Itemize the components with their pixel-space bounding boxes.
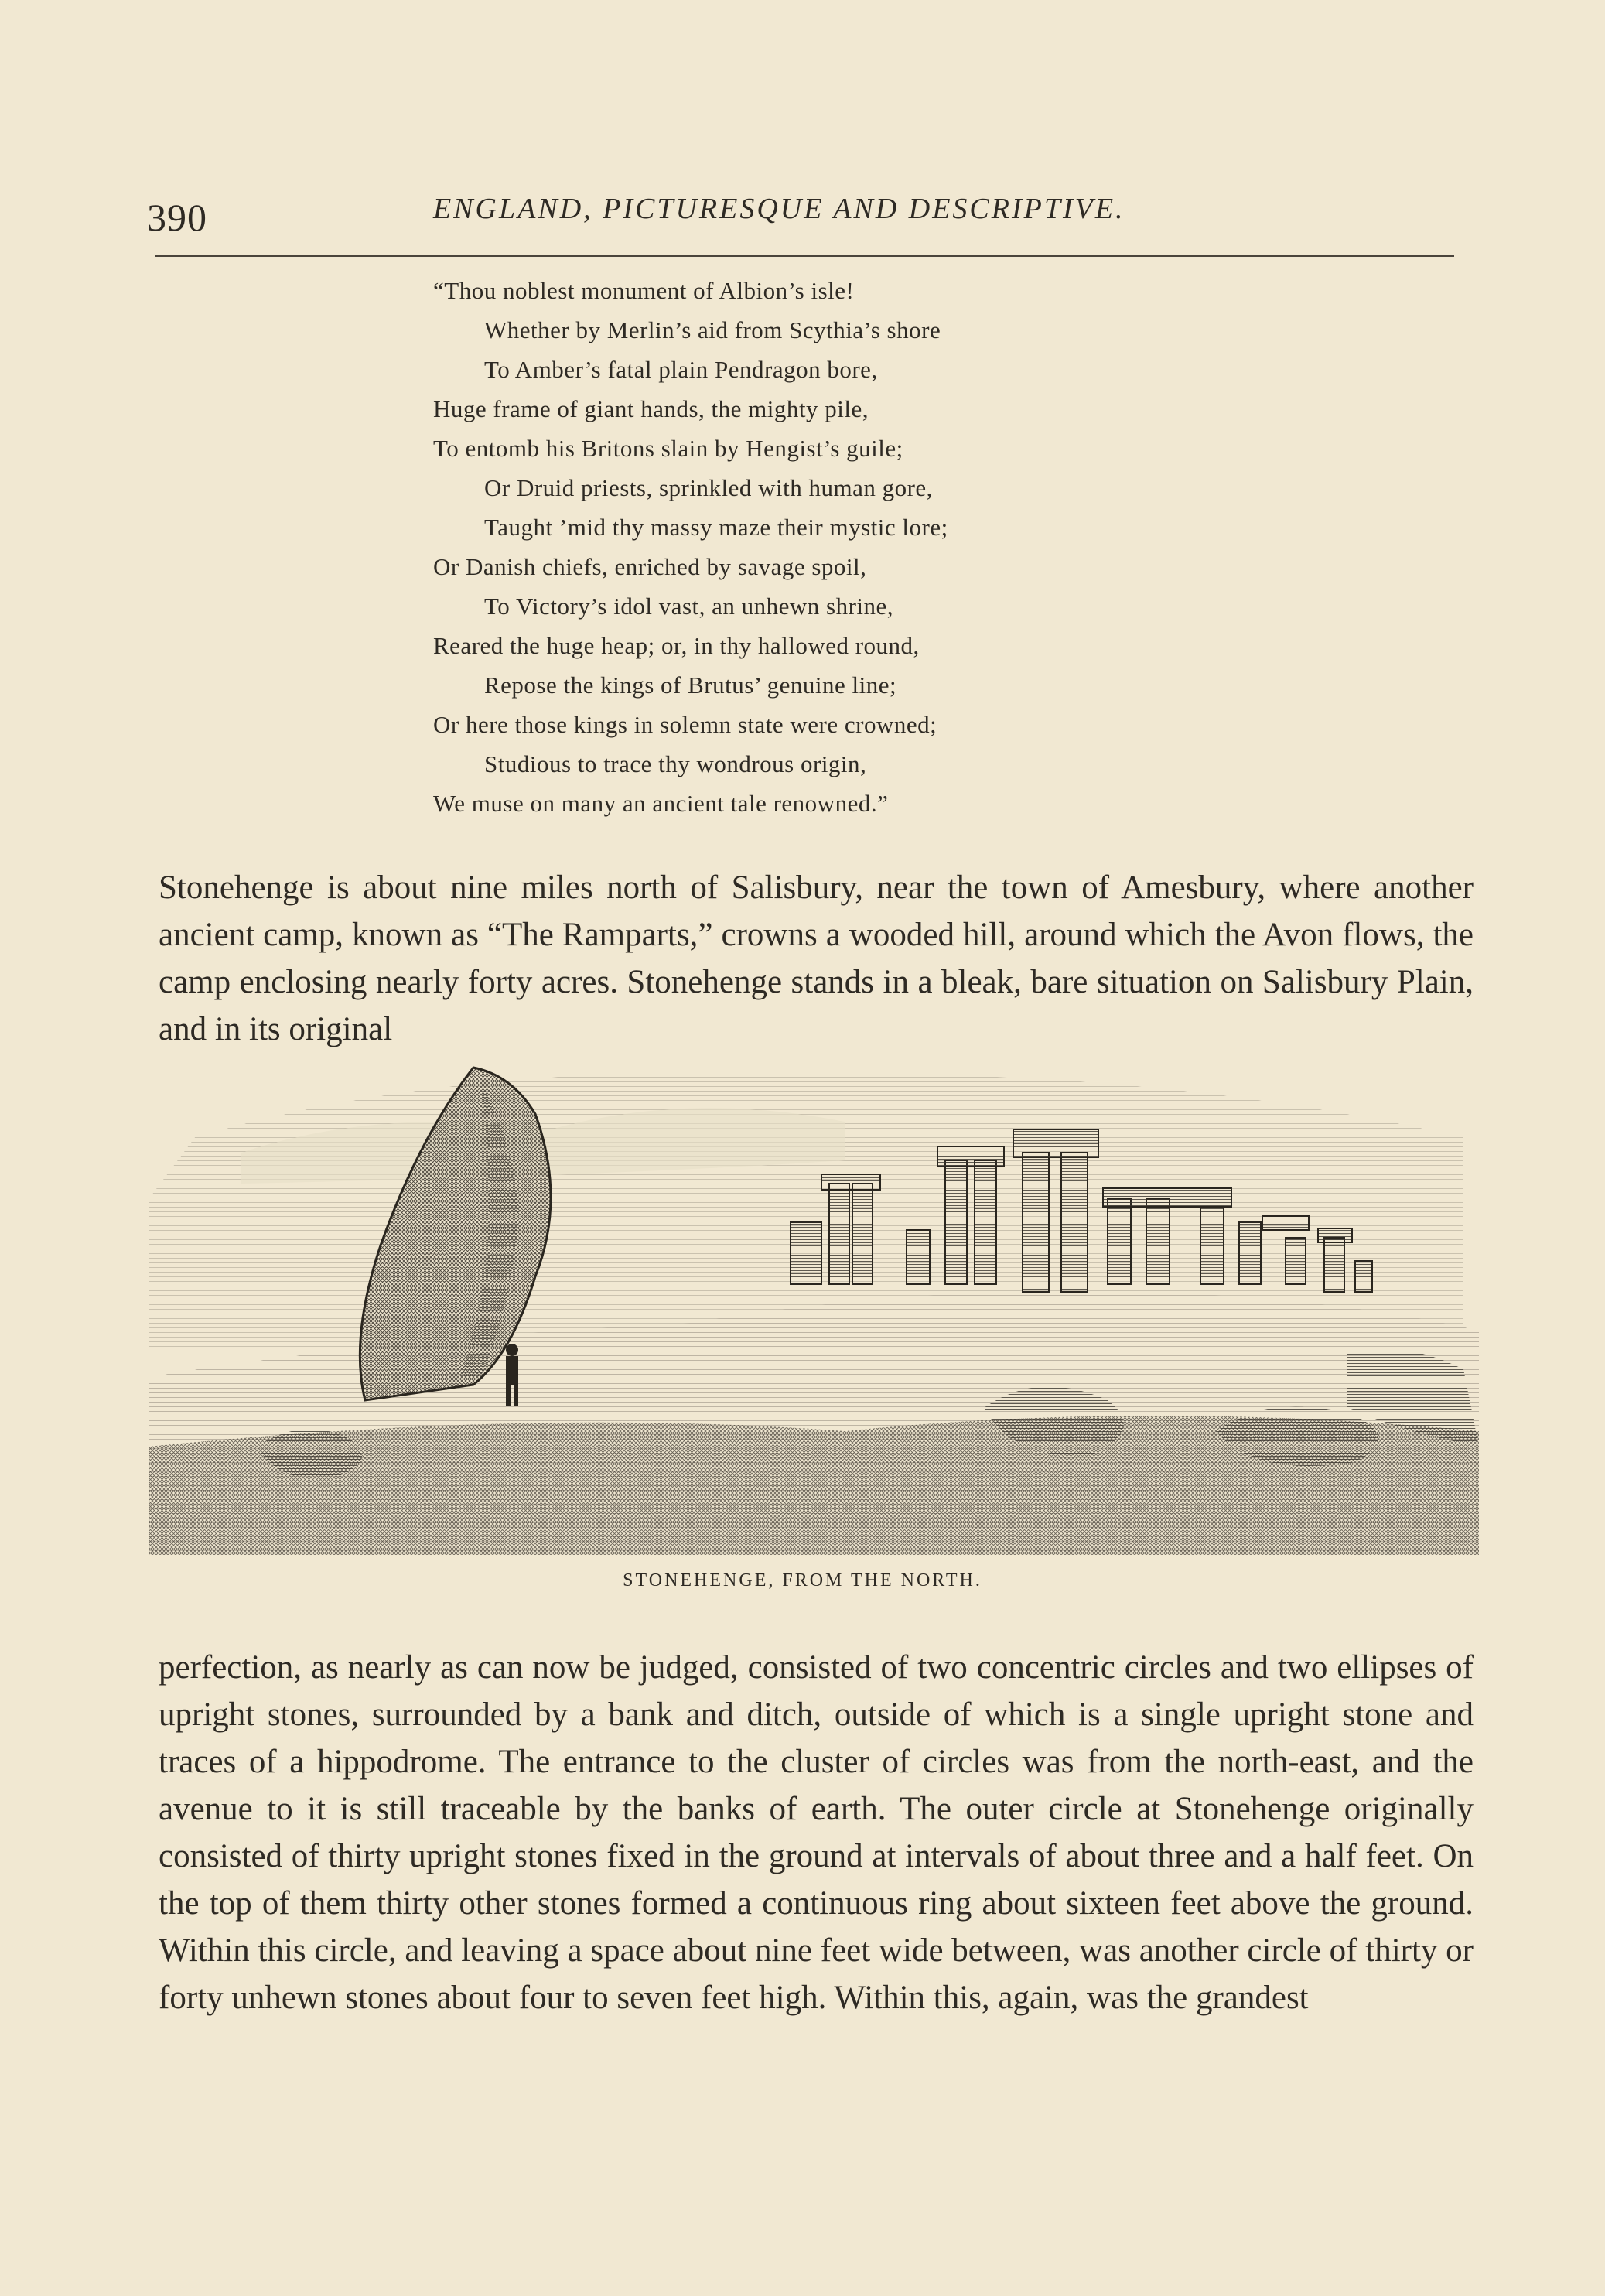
stonehenge-engraving xyxy=(149,1044,1479,1555)
page-number: 390 xyxy=(147,196,207,239)
body-paragraph: perfection, as nearly as can now be judged, consisted of two concentric circles and two ellipses of upright stones, surrounded by a bank and ditch, outside of which is a single upright stone and traces of a hippodrome. The entrance to the cluster of circles was from the north-east, and the avenue to it is still traceable by the banks of earth. The outer circle at Stonehenge originally consisted of thirty upright stones fixed in the ground at intervals of about three and a half feet. On the top of them thirty other stones formed a continuous ring about sixteen feet above the ground. Within this circle, and leaving a space about nine feet wide between, was another circle of thirty or forty unhewn stones about four to seven feet high. Within this, again, was the grandest xyxy=(159,1649,1474,2016)
poem-line: Reared the huge heap; or, in thy hallowed round, xyxy=(433,632,920,659)
poem-line: Huge frame of giant hands, the mighty pile, xyxy=(433,395,869,422)
header-rule xyxy=(155,255,1454,257)
engraving-illustration xyxy=(149,1044,1479,1555)
poem-line: Whether by Merlin’s aid from Scythia’s shore xyxy=(484,316,941,343)
running-title: ENGLAND, PICTURESQUE AND DESCRIPTIVE. xyxy=(433,193,1125,225)
poem-line: Or Danish chiefs, enriched by savage spoil, xyxy=(433,553,867,580)
figure-caption: STONEHENGE, FROM THE NORTH. xyxy=(623,1570,982,1590)
poem-line: Or here those kings in solemn state were crowned; xyxy=(433,711,937,738)
poem-line: Repose the kings of Brutus’ genuine line; xyxy=(484,671,897,699)
body-paragraph: Stonehenge is about nine miles north of Salisbury, near the town of Amesbury, where another ancient camp, known as “The Ramparts,” crowns a wooded hill, around which the Avon flows, the camp enclosing nearly forty acres. Stonehenge stands in a bleak, bare situation on Salisbury Plain, and in its original xyxy=(159,870,1474,1047)
poem-line: To Victory’s idol vast, an unhewn shrine, xyxy=(484,593,894,620)
poem-line: Taught ’mid thy massy maze their mystic lore; xyxy=(484,514,948,541)
poem-line: Or Druid priests, sprinkled with human gore, xyxy=(484,474,933,501)
poem-line: To Amber’s fatal plain Pendragon bore, xyxy=(484,356,878,383)
poem-line: Studious to trace thy wondrous origin, xyxy=(484,750,867,777)
poem-line: We muse on many an ancient tale renowned.” xyxy=(433,790,889,817)
poem xyxy=(433,271,1176,823)
poem-line: To entomb his Britons slain by Hengist’s guile; xyxy=(433,435,903,462)
poem-line: “Thou noblest monument of Albion’s isle! xyxy=(433,277,855,304)
